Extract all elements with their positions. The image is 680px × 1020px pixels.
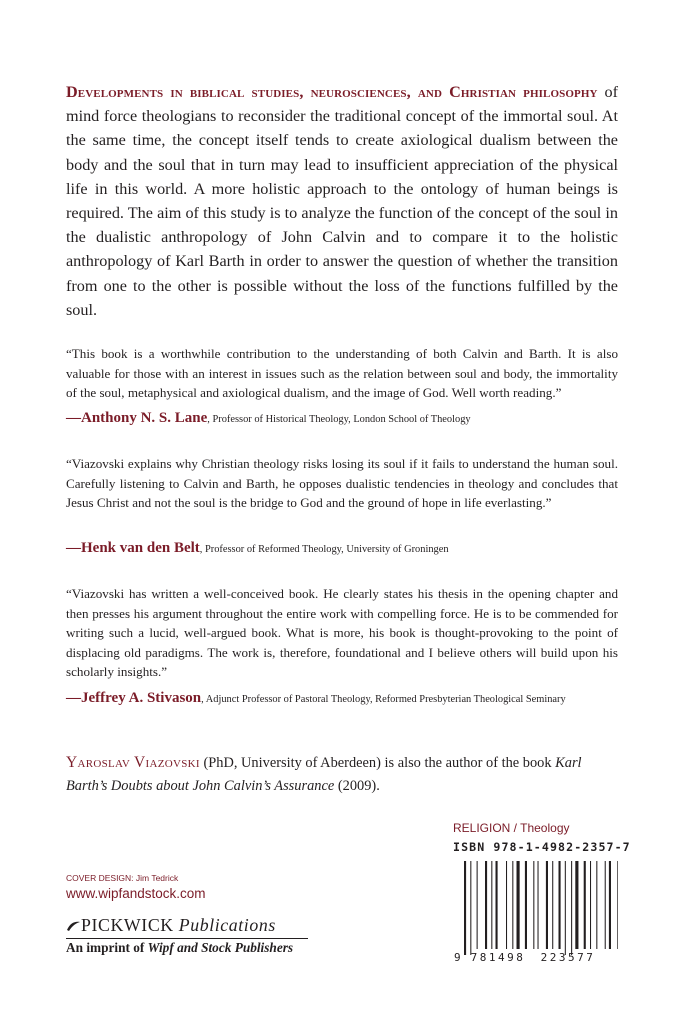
endorsement-quote-3: “Viazovski has written a well-conceived book. He clearly states his thesis in the opening chapter and then presses his argument throughout the entire work with compelling force. He is to be commended for writing such a lucid, well-argued book. What is more, his book is thought-provoking to the point of displacing old paradigms. The work is, therefore, foundational and I believe others will build upon his scholarly insights.” xyxy=(66,586,618,680)
barcode-digits-left: 781498 xyxy=(470,951,526,964)
cover-design-credit: COVER DESIGN: Jim Tedrick xyxy=(66,873,179,883)
barcode-bar xyxy=(584,861,586,949)
barcode-bar xyxy=(571,861,572,955)
endorsement-attribution-1 xyxy=(66,410,626,427)
barcode-bar xyxy=(517,861,520,949)
barcode-bar xyxy=(605,861,606,949)
description-blurb xyxy=(66,80,618,322)
author-bio-end: (2009). xyxy=(334,777,380,794)
barcode-bar xyxy=(496,861,498,949)
barcode-bar xyxy=(491,861,492,949)
barcode-bar xyxy=(596,861,597,949)
barcode-bar xyxy=(559,861,561,949)
imprint-line xyxy=(66,940,293,956)
barcode-bar xyxy=(525,861,527,949)
endorser-name: —Jeffrey A. Stivason xyxy=(66,690,202,706)
blurb-body: of mind force theologians to reconsider the traditional concept of the immortal soul. At the same time, the concept itself tends to create axiological dualism between the body and the soul that in turn may lead to insufficient appreciation of the physical life in this world. A more holistic approach to the ontology of human beings is required. The aim of this study is to analyze the function of the concept of the soul in the dualistic anthropology of John Calvin and to compare it to the holistic anthropology of Karl Barth in order to answer the question of whether the transition from one to the other is possible without the loss of the functions fulfilled by the soul. xyxy=(66,83,619,319)
isbn-barcode xyxy=(452,857,618,967)
barcode-bar xyxy=(477,861,478,949)
barcode-digit-first: 9 xyxy=(454,951,461,964)
author-other-book: Karl Barth’s Doubts about John Calvin’s Assurance xyxy=(66,755,582,794)
endorsement-quote-2: “Viazovski explains why Christian theology risks losing its soul if it fails to understand the human soul. Carefully listening to Calvin and Barth, he opposes dualistic tendencies in theology and concludes that Jesus Christ and not the soul is the bridge to God and the ground of hope in life everlasting.” xyxy=(66,456,618,511)
endorsement-attribution-3 xyxy=(66,690,626,707)
barcode-digits-right: 223577 xyxy=(540,951,596,964)
endorser-name: —Anthony N. S. Lane xyxy=(66,410,208,426)
barcode-bar xyxy=(575,861,578,949)
barcode-bar xyxy=(464,861,466,955)
barcode-bar xyxy=(485,861,487,949)
author-bio-text: (PhD, University of Aberdeen) is also the author of the book xyxy=(199,755,556,771)
barcode-bar xyxy=(538,861,539,949)
barcode-bar xyxy=(546,861,548,949)
publisher-divider xyxy=(66,938,308,939)
publisher-logo xyxy=(66,915,276,936)
imprint-name: Wipf and Stock Publishers xyxy=(147,940,294,955)
blurb-lead: Developments in biblical studies, neurosciences, and Christian philosophy xyxy=(66,83,598,101)
barcode-bar xyxy=(609,861,611,949)
quill-icon xyxy=(66,920,81,932)
barcode-bar xyxy=(617,861,618,949)
barcode-bar xyxy=(533,861,534,949)
imprint-prefix: An imprint of xyxy=(66,940,145,955)
endorsement-attribution-2 xyxy=(66,540,626,557)
endorser-role: , Professor of Reformed Theology, University of Groningen xyxy=(199,544,449,555)
barcode-bar xyxy=(590,861,591,949)
publisher-website: www.wipfandstock.com xyxy=(66,886,206,901)
endorser-role: , Adjunct Professor of Pastoral Theology, Reformed Presbyterian Theological Seminary xyxy=(201,694,566,705)
barcode-bar xyxy=(552,861,553,949)
author-bio xyxy=(66,752,626,797)
isbn-label: ISBN 978-1-4982-2357-7 xyxy=(453,840,631,854)
publisher-suffix: Publications xyxy=(178,915,276,935)
barcode-bar xyxy=(565,861,566,955)
barcode-bars xyxy=(464,861,618,955)
endorsement-quote-1: “This book is a worthwhile contribution to the understanding of both Calvin and Barth. It is also valuable for those with an interest in issues such as the relation between soul and body, the immortality of the soul, metaphysical and axiological dualism, and the image of God. Well worth reading.” xyxy=(66,346,618,401)
barcode-bar xyxy=(512,861,513,949)
author-name: Yaroslav Viazovski xyxy=(66,754,200,771)
publisher-name: PICKWICK xyxy=(81,915,174,935)
barcode-bar xyxy=(470,861,471,955)
barcode-bar xyxy=(506,861,507,949)
endorser-name: —Henk van den Belt xyxy=(66,540,200,556)
bisac-category: RELIGION / Theology xyxy=(453,821,570,835)
endorser-role: , Professor of Historical Theology, London School of Theology xyxy=(207,414,471,425)
